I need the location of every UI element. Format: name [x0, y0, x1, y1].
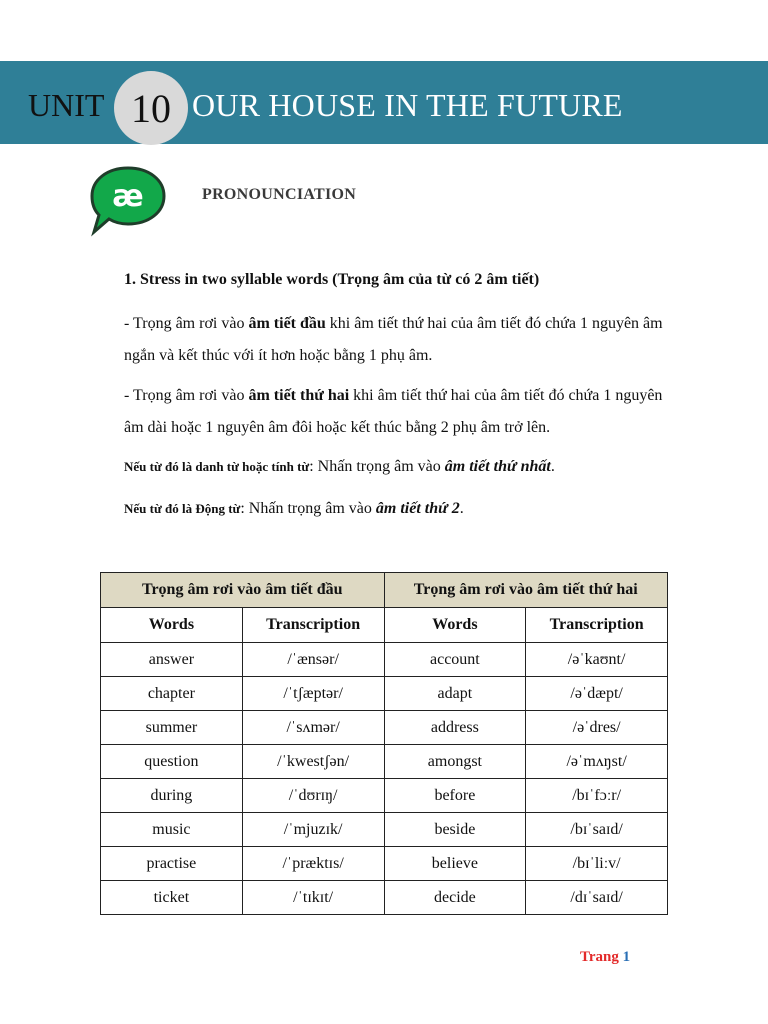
transcription-first-syllable: /ˈpræktɪs/	[242, 847, 384, 881]
table-row	[101, 779, 668, 813]
transcription-first-syllable: /ˈtʃæptər/	[242, 677, 384, 711]
table-row	[101, 881, 668, 915]
transcription-first-syllable: /ˈtɪkɪt/	[242, 881, 384, 915]
table-column-header-row	[101, 608, 668, 643]
word-second-syllable: address	[384, 711, 526, 745]
note-emphasis: âm tiết thứ nhất	[444, 458, 551, 475]
rule-key-term: âm tiết thứ hai	[248, 387, 350, 404]
group-header-second-syllable: Trọng âm rơi vào âm tiết thứ hai	[384, 573, 668, 608]
transcription-first-syllable: /ˈkwestʃən/	[242, 745, 384, 779]
transcription-second-syllable: /bɪˈliːv/	[526, 847, 668, 881]
page-footer	[580, 949, 630, 966]
transcription-second-syllable: /əˈmʌŋst/	[526, 745, 668, 779]
word-second-syllable: decide	[384, 881, 526, 915]
note-label: Nếu từ đó là danh từ hoặc tính từ	[124, 459, 310, 474]
page-label: Trang	[580, 949, 619, 965]
rule-lead: - Trọng âm rơi vào	[124, 387, 249, 404]
note-text: : Nhấn trọng âm vào	[240, 500, 376, 517]
transcription-first-syllable: /ˈdʊrɪŋ/	[242, 779, 384, 813]
word-first-syllable: answer	[101, 643, 243, 677]
ae-speech-bubble-icon	[88, 162, 168, 238]
word-first-syllable: ticket	[101, 881, 243, 915]
note-emphasis: âm tiết thứ 2	[375, 500, 460, 517]
column-header-words: Words	[384, 608, 526, 643]
transcription-second-syllable: /əˈdres/	[526, 711, 668, 745]
rule-text: khi âm tiết thứ hai của âm tiết đó chứa 1 nguyên âm ngắn và kết thúc với ít hơn hoặc bằng 1 phụ âm.	[124, 315, 663, 364]
stress-rule-first-syllable	[124, 308, 684, 372]
transcription-second-syllable: /əˈdæpt/	[526, 677, 668, 711]
transcription-first-syllable: /ˈsʌmər/	[242, 711, 384, 745]
word-first-syllable: chapter	[101, 677, 243, 711]
transcription-second-syllable: /əˈkaʊnt/	[526, 643, 668, 677]
table-row	[101, 847, 668, 881]
note-end: .	[550, 458, 555, 475]
word-first-syllable: question	[101, 745, 243, 779]
table-row	[101, 711, 668, 745]
note-verb	[124, 500, 464, 518]
word-second-syllable: before	[384, 779, 526, 813]
unit-label: UNIT	[28, 87, 105, 123]
group-header-first-syllable: Trọng âm rơi vào âm tiết đầu	[101, 573, 385, 608]
column-header-transcription: Transcription	[242, 608, 384, 643]
rule-key-term: âm tiết đầu	[248, 315, 326, 332]
word-second-syllable: amongst	[384, 745, 526, 779]
unit-number-badge	[114, 71, 188, 145]
word-second-syllable: account	[384, 643, 526, 677]
word-first-syllable: music	[101, 813, 243, 847]
word-first-syllable: summer	[101, 711, 243, 745]
stress-rule-second-syllable	[124, 380, 684, 444]
table-body	[101, 643, 668, 915]
unit-title: OUR HOUSE IN THE FUTURE	[192, 87, 623, 123]
ae-glyph: æ	[112, 179, 144, 214]
rule-lead: - Trọng âm rơi vào	[124, 315, 249, 332]
word-first-syllable: during	[101, 779, 243, 813]
table-group-header-row	[101, 573, 668, 608]
stress-examples-table	[100, 572, 668, 915]
word-first-syllable: practise	[101, 847, 243, 881]
table-row	[101, 643, 668, 677]
lesson-heading: 1. Stress in two syllable words (Trọng âm của từ có 2 âm tiết)	[124, 271, 540, 288]
note-label: Nếu từ đó là Động từ	[124, 501, 241, 516]
note-noun-adjective	[124, 458, 555, 476]
table-row	[101, 745, 668, 779]
table-row	[101, 813, 668, 847]
section-label: PRONOUNCIATION	[202, 186, 357, 203]
page-number: 1	[622, 949, 631, 965]
note-text: : Nhấn trọng âm vào	[309, 458, 445, 475]
column-header-words: Words	[101, 608, 243, 643]
transcription-second-syllable: /dɪˈsaɪd/	[526, 881, 668, 915]
column-header-transcription: Transcription	[526, 608, 668, 643]
word-second-syllable: adapt	[384, 677, 526, 711]
rule-text: khi âm tiết thứ hai của âm tiết đó chứa 1 nguyên âm dài hoặc 1 nguyên âm đôi hoặc kết thúc bằng 2 phụ âm trở lên.	[124, 387, 663, 436]
word-second-syllable: believe	[384, 847, 526, 881]
transcription-second-syllable: /bɪˈsaɪd/	[526, 813, 668, 847]
word-second-syllable: beside	[384, 813, 526, 847]
note-end: .	[459, 500, 464, 517]
table-row	[101, 677, 668, 711]
transcription-first-syllable: /ˈmjuzɪk/	[242, 813, 384, 847]
transcription-first-syllable: /ˈænsər/	[242, 643, 384, 677]
unit-number: 10	[131, 85, 171, 131]
transcription-second-syllable: /bɪˈfɔːr/	[526, 779, 668, 813]
